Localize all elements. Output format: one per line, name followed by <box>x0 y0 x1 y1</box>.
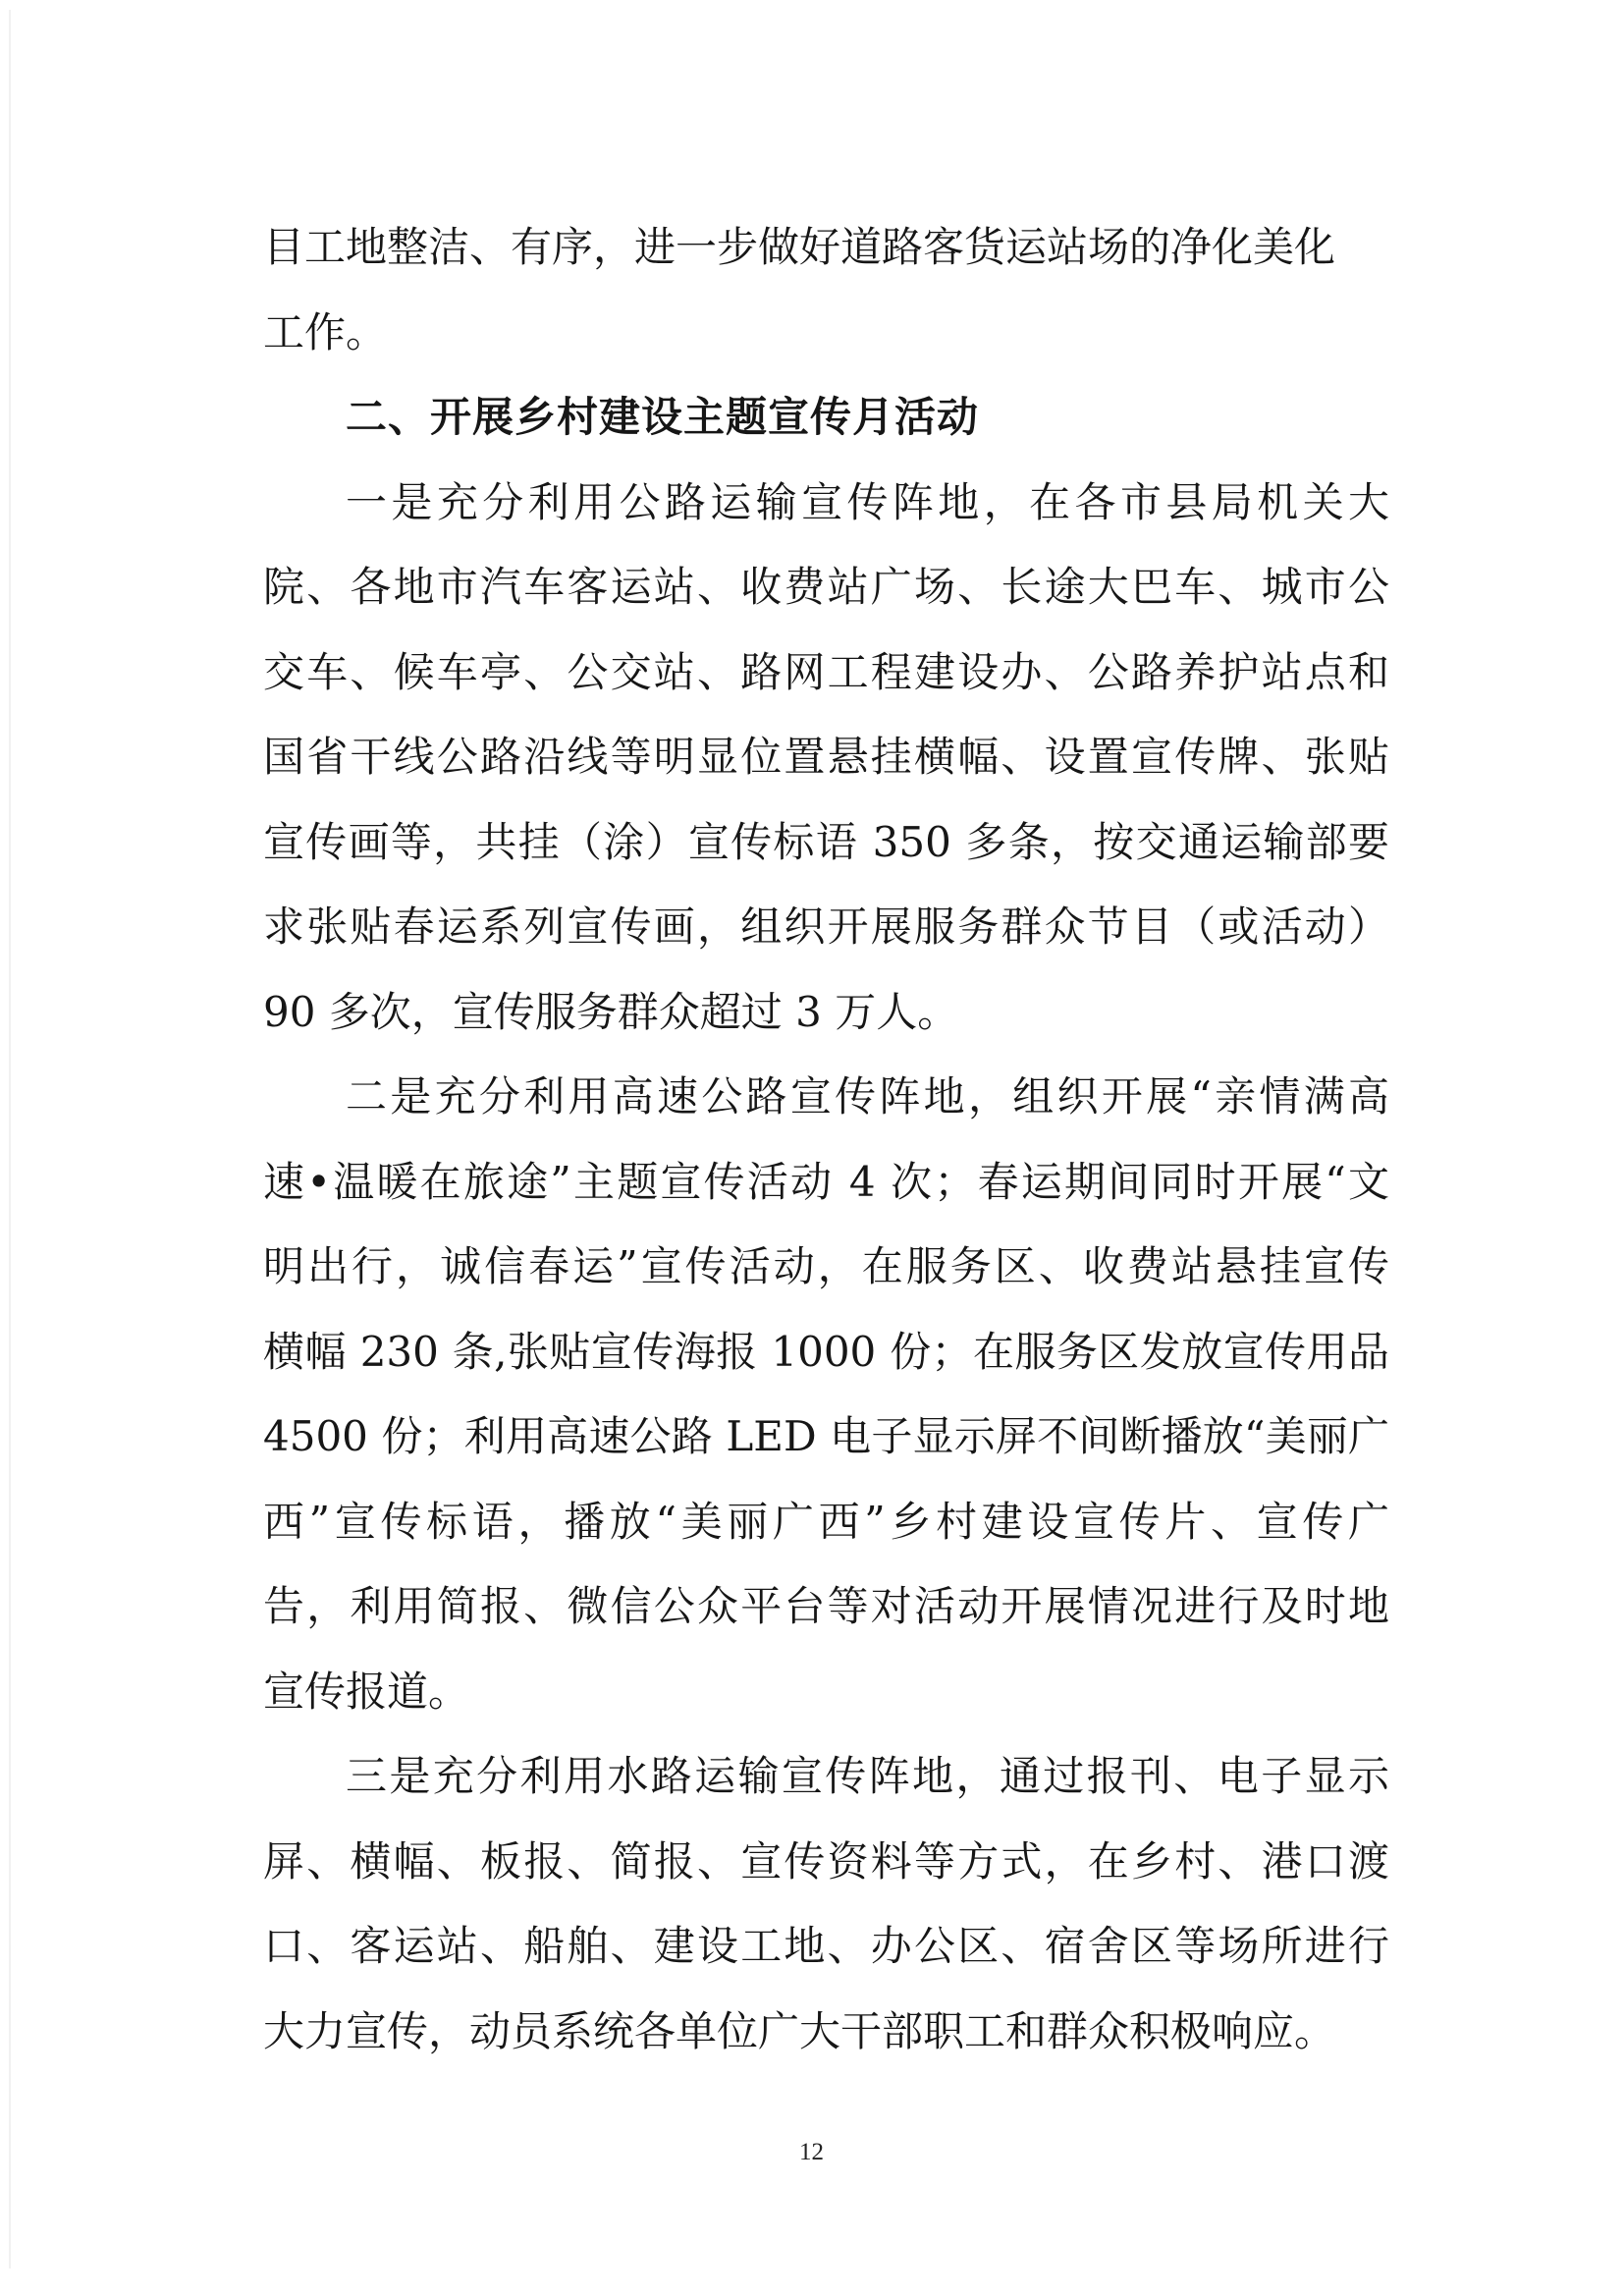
scan-edge-artifact <box>9 10 11 2269</box>
text-line: 院、各地市汽车客运站、收费站广场、长途大巴车、城市公 <box>263 563 1389 611</box>
document-body <box>263 205 1389 2074</box>
paragraph-start-line: 一是充分利用公路运输宣传阵地，在各市县局机关大 <box>346 477 1389 526</box>
text-line: 宣传画等，共挂（涂）宣传标语 350 多条，按交通运输部要 <box>263 817 1389 866</box>
text-line: 告，利用简报、微信公众平台等对活动开展情况进行及时地 <box>263 1582 1389 1630</box>
text-line: 交车、候车亭、公交站、路网工程建设办、公路养护站点和 <box>263 647 1389 696</box>
text-line: 口、客运站、船舶、建设工地、办公区、宿舍区等场所进行 <box>263 1922 1389 1970</box>
text-line: 明出行，诚信春运”宣传活动，在服务区、收费站悬挂宣传 <box>263 1242 1389 1290</box>
text-line: 西”宣传标语，播放“美丽广西”乡村建设宣传片、宣传广 <box>263 1497 1389 1546</box>
section-heading: 二、开展乡村建设主题宣传月活动 <box>346 393 980 441</box>
text-line: 工作。 <box>263 307 388 356</box>
text-line: 90 多次，宣传服务群众超过 3 万人。 <box>263 987 959 1036</box>
text-line: 横幅 230 条,张贴宣传海报 1000 份；在服务区发放宣传用品 <box>263 1327 1389 1376</box>
text-line: 目工地整洁、有序，进一步做好道路客货运站场的净化美化 <box>263 223 1336 271</box>
paragraph-start-line: 三是充分利用水路运输宣传阵地，通过报刊、电子显示 <box>346 1752 1389 1800</box>
text-line: 屏、横幅、板报、简报、宣传资料等方式，在乡村、港口渡 <box>263 1836 1389 1886</box>
paragraph-start-line: 二是充分利用高速公路宣传阵地，组织开展“亲情满高 <box>346 1072 1389 1121</box>
page-number: 12 <box>799 2139 824 2165</box>
text-line: 4500 份；利用高速公路 LED 电子显示屏不间断播放“美丽广 <box>263 1412 1389 1460</box>
text-line: 大力宣传，动员系统各单位广大干部职工和群众积极响应。 <box>263 2006 1336 2055</box>
text-line: 速•温暖在旅途”主题宣传活动 4 次；春运期间同时开展“文 <box>263 1157 1389 1206</box>
text-line: 国省干线公路沿线等明显位置悬挂横幅、设置宣传牌、张贴 <box>263 733 1389 781</box>
text-line: 宣传报道。 <box>263 1667 470 1716</box>
text-line: 求张贴春运系列宣传画，组织开展服务群众节目（或活动） <box>263 902 1389 951</box>
